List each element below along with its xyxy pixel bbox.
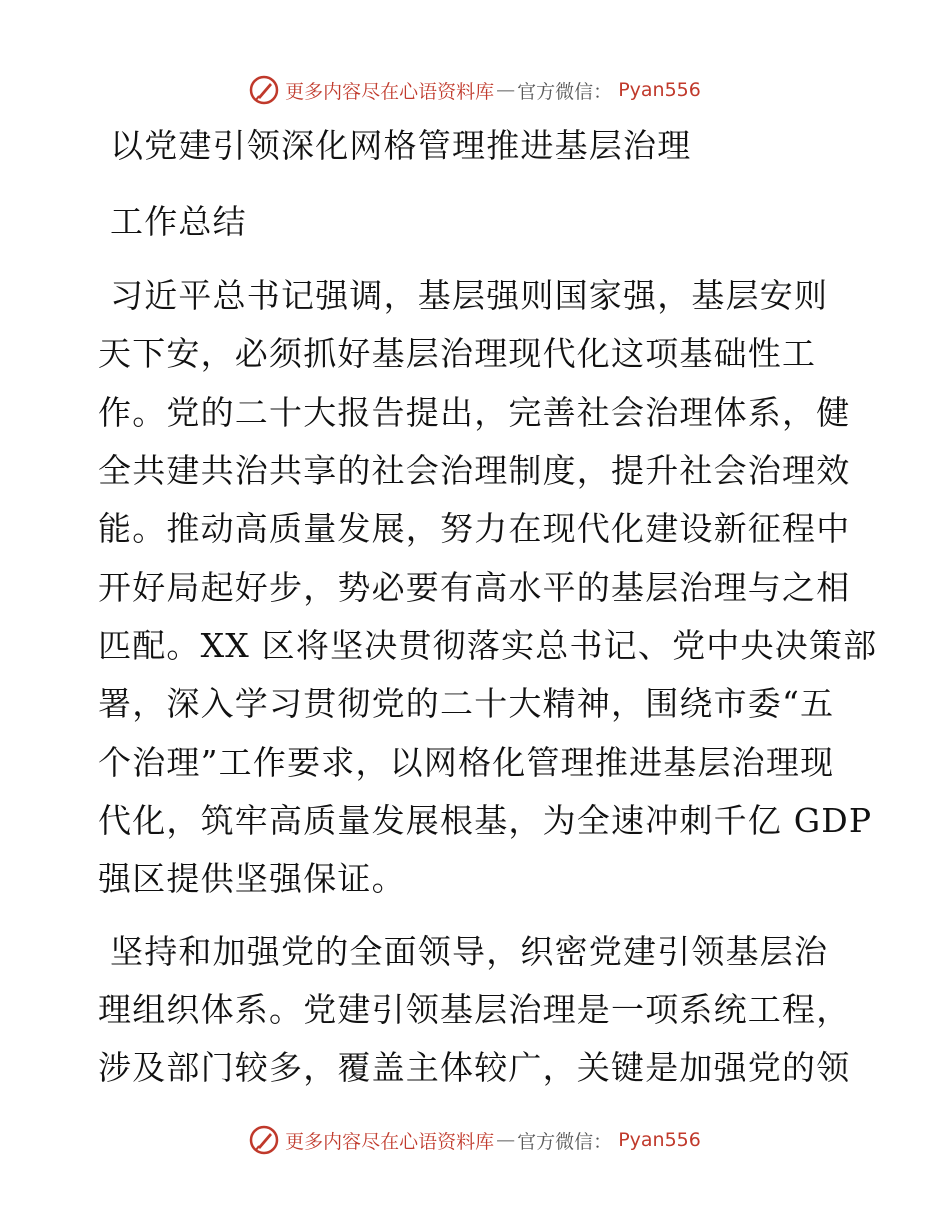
header-watermark bbox=[0, 72, 950, 108]
footer-watermark bbox=[0, 1122, 950, 1158]
quill-logo-icon bbox=[249, 75, 279, 105]
paragraph-2-line: 坚持和加强党的全面领导，织密党建引领基层治 bbox=[110, 932, 829, 971]
watermark-label: 官方微信： bbox=[517, 1130, 613, 1153]
watermark-brand: 更多内容尽在心语资料库 bbox=[285, 80, 495, 103]
paragraph-1-line: 署，深入学习贯彻党的二十大精神，围绕市委“五 bbox=[98, 684, 835, 723]
watermark-wechat-id: Pyan556 bbox=[618, 1129, 701, 1151]
paragraph-2-line: 涉及部门较多，覆盖主体较广，关键是加强党的领 bbox=[98, 1048, 851, 1087]
paragraph-2-line: 理组织体系。党建引领基层治理是一项系统工程， bbox=[98, 990, 851, 1029]
paragraph-1-line: 代化，筑牢高质量发展根基，为全速冲刺千亿 GDP bbox=[98, 801, 873, 840]
watermark-brand: 更多内容尽在心语资料库 bbox=[285, 1130, 495, 1153]
paragraph-1-line: 全共建共治共享的社会治理制度，提升社会治理效 bbox=[98, 451, 851, 490]
paragraph-1-line: 习近平总书记强调，基层强则国家强，基层安则 bbox=[110, 276, 829, 315]
paragraph-1-line: 作。党的二十大报告提出，完善社会治理体系，健 bbox=[98, 393, 851, 432]
watermark-separator: — bbox=[496, 1129, 516, 1151]
quill-logo-icon bbox=[249, 1125, 279, 1155]
paragraph-1-line: 个治理”工作要求，以网格化管理推进基层治理现 bbox=[98, 743, 835, 782]
watermark-wechat-id: Pyan556 bbox=[618, 79, 701, 101]
document-title: 以党建引领深化网格管理推进基层治理 bbox=[110, 126, 692, 165]
paragraph-1-line: 强区提供坚强保证。 bbox=[98, 859, 406, 898]
paragraph-1-line: 匹配。XX 区将坚决贯彻落实总书记、党中央决策部 bbox=[98, 626, 878, 665]
paragraph-1-line: 天下安，必须抓好基层治理现代化这项基础性工 bbox=[98, 334, 817, 373]
watermark-separator: — bbox=[496, 79, 516, 101]
watermark-label: 官方微信： bbox=[517, 80, 613, 103]
paragraph-1-line: 开好局起好步，势必要有高水平的基层治理与之相 bbox=[98, 568, 851, 607]
document-subtitle: 工作总结 bbox=[110, 202, 247, 241]
paragraph-1-line: 能。推动高质量发展，努力在现代化建设新征程中 bbox=[98, 509, 851, 548]
